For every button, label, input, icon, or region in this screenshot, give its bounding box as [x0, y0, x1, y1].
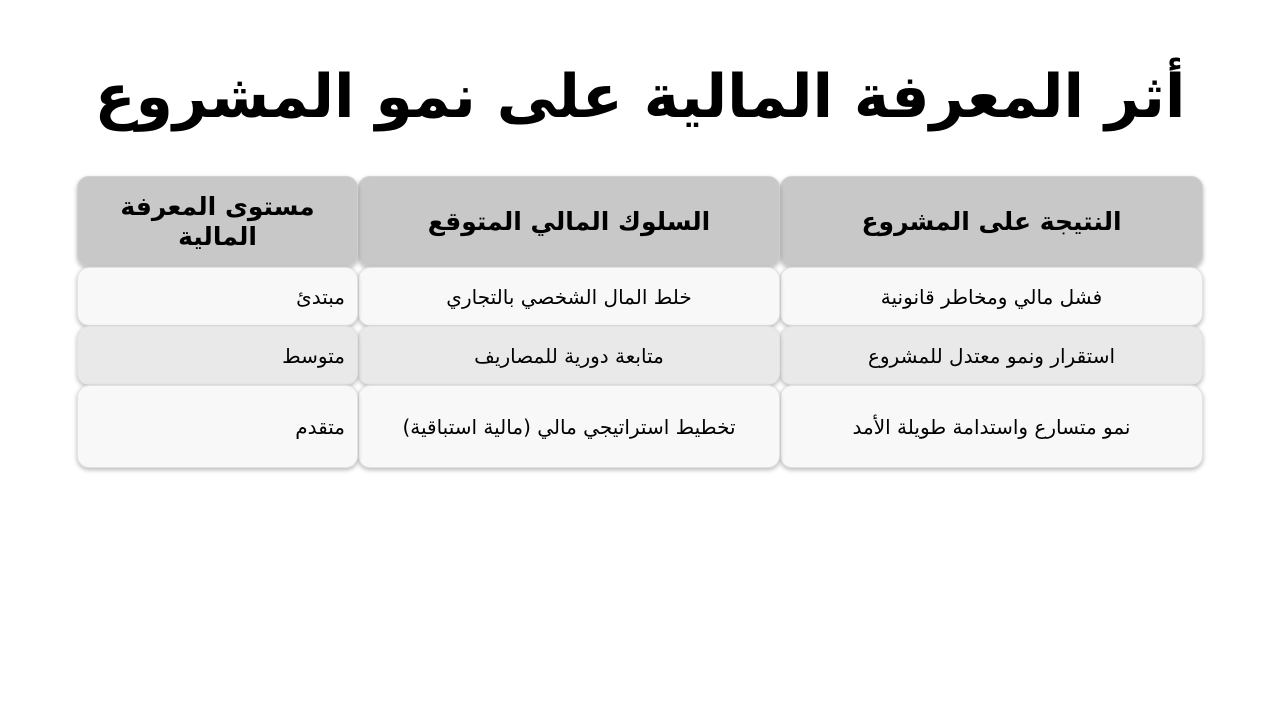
- table-row: [77, 267, 1203, 326]
- header-behavior: السلوك المالي المتوقع: [358, 176, 780, 267]
- header-level: مستوى المعرفة المالية: [77, 176, 358, 267]
- cell-behavior: تخطيط استراتيجي مالي (مالية استباقية): [358, 385, 780, 468]
- cell-level: مبتدئ: [77, 267, 358, 326]
- cell-result: استقرار ونمو معتدل للمشروع: [780, 326, 1203, 385]
- slide-title: أثر المعرفة المالية على نمو المشروع: [94, 62, 1186, 132]
- cell-behavior: خلط المال الشخصي بالتجاري: [358, 267, 780, 326]
- cell-behavior: متابعة دورية للمصاريف: [358, 326, 780, 385]
- literacy-table: [77, 176, 1203, 468]
- table-header-row: [77, 176, 1203, 267]
- cell-result: نمو متسارع واستدامة طويلة الأمد: [780, 385, 1203, 468]
- cell-level: متقدم: [77, 385, 358, 468]
- cell-level: متوسط: [77, 326, 358, 385]
- cell-result: فشل مالي ومخاطر قانونية: [780, 267, 1203, 326]
- table-row: [77, 326, 1203, 385]
- header-result: النتيجة على المشروع: [780, 176, 1203, 267]
- table-row: [77, 385, 1203, 468]
